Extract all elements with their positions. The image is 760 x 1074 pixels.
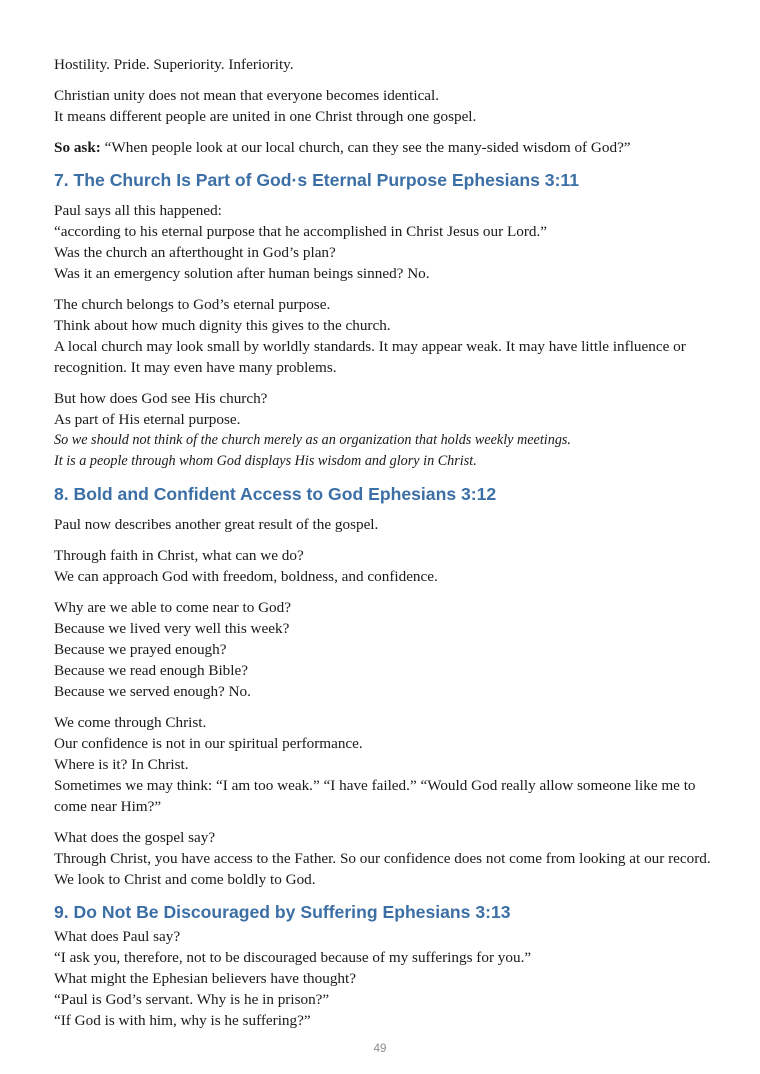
page-content [54, 54, 714, 1041]
section-8-paragraph-1 [54, 514, 714, 535]
text-line: “I ask you, therefore, not to be discouraged because of my sufferings for you.” [54, 949, 532, 966]
section-7-paragraph-2 [54, 294, 714, 378]
text-line: We come through Christ. [54, 714, 207, 731]
italic-line: It is a people through whom God displays His wisdom and glory in Christ. [54, 453, 477, 469]
ask-label: So ask: [54, 139, 101, 156]
text-line: We can approach God with freedom, boldness, and confidence. [54, 568, 438, 585]
section-8-paragraph-2 [54, 545, 714, 587]
page-number: 49 [373, 1043, 387, 1055]
text-line: Our confidence is not in our spiritual performance. [54, 735, 363, 752]
text-line: Paul says all this happened: [54, 202, 222, 219]
section-8-heading: 8. Bold and Confident Access to God Ephesians 3:12 [54, 484, 497, 504]
text-line: Because we served enough? No. [54, 683, 251, 700]
text-line: But how does God see His church? [54, 390, 268, 407]
intro-paragraph-1 [54, 54, 714, 75]
section-8-paragraph-5 [54, 827, 714, 890]
text-line: A local church may look small by worldly standards. It may appear weak. It may have little influence or recognition. It may even have many problems. [54, 338, 686, 376]
text-line: Through faith in Christ, what can we do? [54, 547, 304, 564]
section-9-heading: 9. Do Not Be Discouraged by Suffering Ephesians 3:13 [54, 902, 511, 922]
text-line: Think about how much dignity this gives to the church. [54, 317, 391, 334]
section-9-paragraph-1 [54, 926, 714, 1031]
text-line: What does the gospel say? [54, 829, 216, 846]
text-line: What does Paul say? [54, 928, 181, 945]
text-line: Why are we able to come near to God? [54, 599, 291, 616]
text-line: Where is it? In Christ. [54, 756, 189, 773]
text-line: Because we prayed enough? [54, 641, 227, 658]
text-line: The church belongs to God’s eternal purpose. [54, 296, 331, 313]
section-7-heading: 7. The Church Is Part of God·s Eternal Purpose Ephesians 3:11 [54, 170, 580, 190]
section-7-paragraph-1 [54, 200, 714, 284]
text-line: Because we lived very well this week? [54, 620, 290, 637]
text-line: Was the church an afterthought in God’s plan? [54, 244, 336, 261]
ask-text: “When people look at our local church, can they see the many-sided wisdom of God?” [100, 139, 631, 156]
text-line: Through Christ, you have access to the Father. So our confidence does not come from looking at our record. We look to Christ and come boldly to God. [54, 850, 711, 888]
text-line: “If God is with him, why is he suffering?” [54, 1012, 311, 1029]
section-8-paragraph-4 [54, 712, 714, 817]
text-line: Was it an emergency solution after human beings sinned? No. [54, 265, 430, 282]
text-line: Because we read enough Bible? [54, 662, 248, 679]
text-line: It means different people are united in one Christ through one gospel. [54, 108, 477, 125]
section-7-paragraph-3 [54, 388, 714, 430]
text-line: Christian unity does not mean that everyone becomes identical. [54, 87, 440, 104]
ask-paragraph [54, 137, 714, 158]
text-line: Sometimes we may think: “I am too weak.” “I have failed.” “Would God really allow someone like me to come near Him?” [54, 777, 696, 815]
italic-line: So we should not think of the church merely as an organization that holds weekly meetings. [54, 432, 571, 448]
section-8-paragraph-3 [54, 597, 714, 702]
text-line: “Paul is God’s servant. Why is he in prison?” [54, 991, 330, 1008]
text-line [54, 137, 714, 158]
text-line: “according to his eternal purpose that he accomplished in Christ Jesus our Lord.” [54, 223, 548, 240]
text-line: Hostility. Pride. Superiority. Inferiority. [54, 56, 294, 73]
section-7-italic-paragraph [54, 430, 714, 472]
text-line: Paul now describes another great result of the gospel. [54, 516, 379, 533]
text-line: What might the Ephesian believers have thought? [54, 970, 356, 987]
intro-paragraph-2 [54, 85, 714, 127]
text-line: As part of His eternal purpose. [54, 411, 241, 428]
